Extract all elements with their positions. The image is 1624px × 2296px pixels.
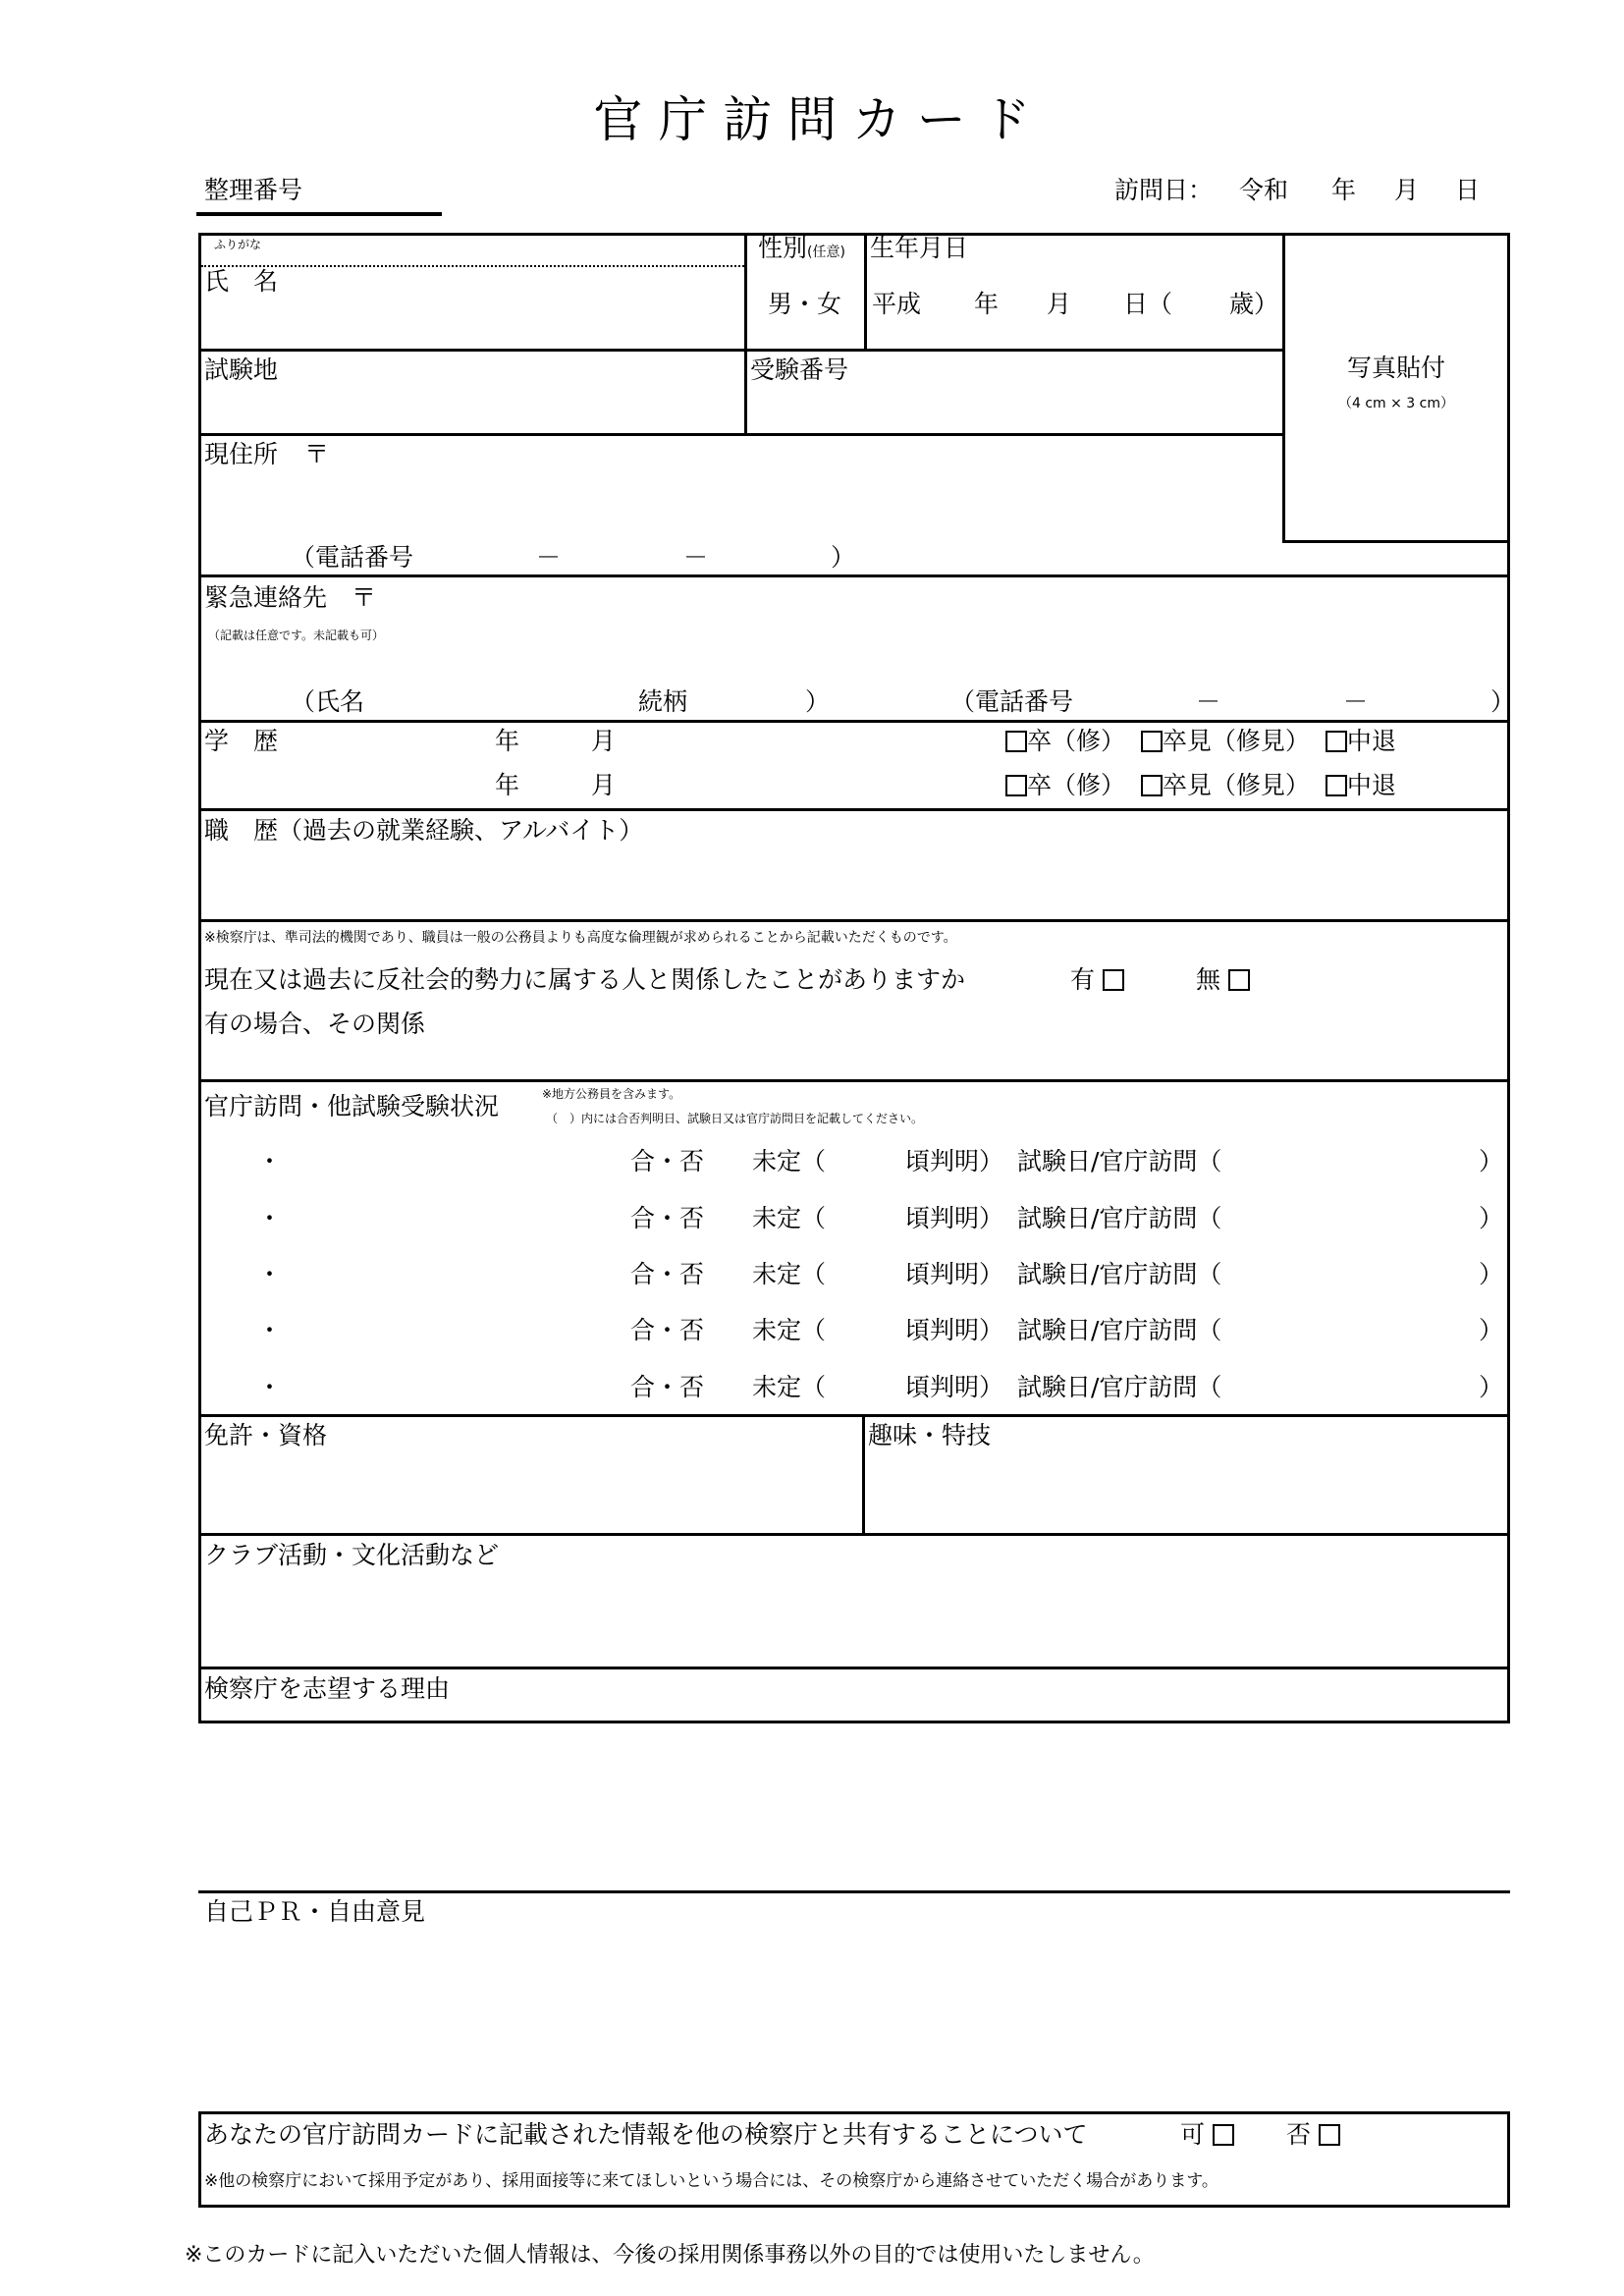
row-line-5 [198, 808, 1510, 811]
other-exams-note2: （ ）内には合否判明日、試験日又は官庁訪問日を記載してください。 [546, 1112, 924, 1125]
row-line-6 [198, 919, 1510, 922]
exam-row-close: ） [1479, 1260, 1504, 1288]
row-line-2 [198, 433, 1284, 436]
row-line-9 [198, 1533, 1510, 1536]
option-graduated: 卒（修） [1027, 771, 1126, 799]
divider-gender-birth [864, 233, 867, 351]
checkbox[interactable] [1228, 969, 1250, 991]
birth-label: 生年月日 [870, 234, 969, 262]
other-exams-label: 官庁訪問・他試験受験状況 [204, 1092, 500, 1121]
gender-label-text: 性別 [758, 234, 808, 262]
checkbox[interactable] [1326, 731, 1347, 752]
divider-license-hobby [862, 1414, 865, 1534]
row-line-7 [198, 1079, 1510, 1082]
exam-row-pending: 未定（ [752, 1373, 827, 1401]
other-exams-note1: ※地方公務員を含みます。 [542, 1087, 681, 1101]
club-label: クラブ活動・文化活動など [204, 1541, 500, 1569]
exam-row-bullet: ・ [257, 1204, 283, 1232]
exam-row-close: ） [1479, 1147, 1504, 1175]
emergency-phone: （電話番号 － － ） [950, 687, 1516, 716]
footer-note: ※このカードに記入いただいた個人情報は、今後の採用関係事務以外の目的では使用いたしません。 [185, 2243, 1155, 2268]
exam-row-bullet: ・ [257, 1316, 283, 1344]
name-field[interactable] [295, 267, 736, 326]
address-postal: 〒 [304, 440, 330, 468]
row-line-10 [198, 1667, 1510, 1669]
exam-row-bullet: ・ [257, 1260, 283, 1288]
emergency-postal: 〒 [352, 583, 377, 612]
share-yes-label: 可 [1180, 2120, 1206, 2149]
education-year-2: 年 [495, 771, 520, 799]
visit-month: 月 [1394, 176, 1420, 204]
exam-row-close: ） [1479, 1316, 1504, 1344]
checkbox[interactable] [1103, 969, 1124, 991]
visit-day: 日 [1455, 176, 1481, 204]
birth-year: 年 [974, 290, 1000, 318]
seiri-label: 整理番号 [204, 176, 303, 204]
antisocial-yes [1070, 965, 1124, 995]
name-label: 氏 名 [204, 267, 279, 296]
emergency-label: 緊急連絡先 [204, 583, 328, 612]
birth-era: 平成 [872, 290, 922, 318]
checkbox[interactable] [1141, 775, 1163, 796]
checkbox[interactable] [1005, 775, 1027, 796]
education-month-2: 月 [591, 771, 617, 799]
exam-row-date: 試験日/官庁訪問（ [1017, 1260, 1222, 1288]
exam-row-pending: 未定（ [752, 1316, 827, 1344]
emergency-close: ） [805, 687, 831, 716]
exam-row-known: 頃判明） [905, 1147, 1004, 1175]
row-line-1 [198, 349, 1284, 352]
option-withdrawn: 中退 [1346, 727, 1396, 755]
exam-row-date: 試験日/官庁訪問（ [1017, 1147, 1222, 1175]
row-line-4 [198, 720, 1510, 723]
education-options-2 [1005, 771, 1396, 800]
share-note: ※他の検察庁において採用予定があり、採用面接等に来てほしいという場合には、その検察庁から連絡させていただく場合があります。 [204, 2171, 1218, 2191]
education-label: 学 歴 [204, 727, 279, 755]
row-line-8 [198, 1414, 1510, 1417]
antisocial-note: ※検察庁は、準司法的機関であり、職員は一般の公務員よりも高度な倫理観が求められることから記載いただくものです。 [204, 930, 957, 946]
yes-label: 有 [1070, 965, 1096, 994]
pr-label: 自己ＰＲ・自由意見 [204, 1897, 426, 1926]
exam-row-result[interactable]: 合・否 [630, 1316, 705, 1344]
share-question: あなたの官庁訪問カードに記載された情報を他の検察庁と共有することについて [204, 2120, 1088, 2149]
option-expected: 卒見（修見） [1162, 727, 1310, 755]
divider-name-gender [744, 233, 747, 435]
share-no-label: 否 [1286, 2120, 1312, 2149]
antisocial-no [1196, 965, 1250, 995]
row-line-11 [198, 1890, 1510, 1893]
gender-value[interactable]: 男・女 [768, 290, 842, 318]
education-year-1: 年 [495, 727, 520, 755]
antisocial-question: 現在又は過去に反社会的勢力に属する人と関係したことがありますか [204, 965, 966, 994]
option-graduated: 卒（修） [1027, 727, 1126, 755]
emergency-relation: 続柄 [638, 687, 688, 716]
gender-optional: (任意) [807, 245, 845, 260]
birth-day: 日（ [1123, 290, 1173, 318]
address-label: 現住所 [204, 440, 279, 468]
divider-photo [1282, 233, 1285, 543]
checkbox[interactable] [1213, 2124, 1234, 2146]
exam-row-known: 頃判明） [905, 1260, 1004, 1288]
checkbox[interactable] [1005, 731, 1027, 752]
exam-site-label: 試験地 [204, 355, 279, 384]
checkbox[interactable] [1319, 2124, 1340, 2146]
gender-label [758, 234, 845, 263]
photo-label: 写真貼付 [1346, 354, 1445, 382]
exam-row-known: 頃判明） [905, 1373, 1004, 1401]
exam-row-result[interactable]: 合・否 [630, 1260, 705, 1288]
exam-row-known: 頃判明） [905, 1204, 1004, 1232]
photo-size: （4 cm × 3 cm） [1337, 396, 1454, 411]
exam-number-label: 受験番号 [750, 355, 849, 384]
exam-row-pending: 未定（ [752, 1260, 827, 1288]
seiri-underline [196, 212, 442, 216]
emergency-note: （記載は任意です。未記載も可） [208, 629, 385, 642]
exam-row-date: 試験日/官庁訪問（ [1017, 1373, 1222, 1401]
option-withdrawn: 中退 [1346, 771, 1396, 799]
exam-row-pending: 未定（ [752, 1147, 827, 1175]
furigana-label: ふりがな [214, 238, 262, 251]
exam-row-bullet: ・ [257, 1147, 283, 1175]
exam-row-known: 頃判明） [905, 1316, 1004, 1344]
birth-month: 月 [1047, 290, 1072, 318]
hobby-label: 趣味・特技 [868, 1421, 992, 1449]
exam-row-date: 試験日/官庁訪問（ [1017, 1204, 1222, 1232]
exam-row-result[interactable]: 合・否 [630, 1204, 705, 1232]
exam-row-date: 試験日/官庁訪問（ [1017, 1316, 1222, 1344]
exam-row-close: ） [1479, 1204, 1504, 1232]
visit-date-label: 訪問日： [1114, 176, 1214, 204]
license-label: 免許・資格 [204, 1421, 328, 1449]
photo-bottom [1282, 540, 1510, 543]
exam-row-result[interactable]: 合・否 [630, 1373, 705, 1401]
education-month-1: 月 [591, 727, 617, 755]
antisocial-relation: 有の場合、その関係 [204, 1010, 426, 1038]
visit-era: 令和 [1239, 176, 1289, 204]
career-label: 職 歴（過去の就業経験、アルバイト） [204, 816, 644, 845]
no-label: 無 [1196, 965, 1221, 994]
row-line-3 [198, 574, 1510, 577]
emergency-name: （氏名 [291, 687, 365, 716]
exam-row-bullet: ・ [257, 1373, 283, 1401]
address-phone: （電話番号 － － ） [291, 543, 856, 572]
checkbox[interactable] [1141, 731, 1163, 752]
exam-row-pending: 未定（ [752, 1204, 827, 1232]
option-expected: 卒見（修見） [1162, 771, 1310, 799]
birth-age: 歳） [1229, 290, 1279, 318]
exam-row-result[interactable]: 合・否 [630, 1147, 705, 1175]
share-yes [1180, 2120, 1234, 2150]
checkbox[interactable] [1326, 775, 1347, 796]
exam-row-close: ） [1479, 1373, 1504, 1401]
education-options-1 [1005, 727, 1396, 756]
visit-year: 年 [1331, 176, 1357, 204]
share-no [1286, 2120, 1340, 2150]
page-title: 官 庁 訪 問 カ ー ド [593, 91, 1031, 148]
reason-label: 検察庁を志望する理由 [204, 1674, 451, 1703]
